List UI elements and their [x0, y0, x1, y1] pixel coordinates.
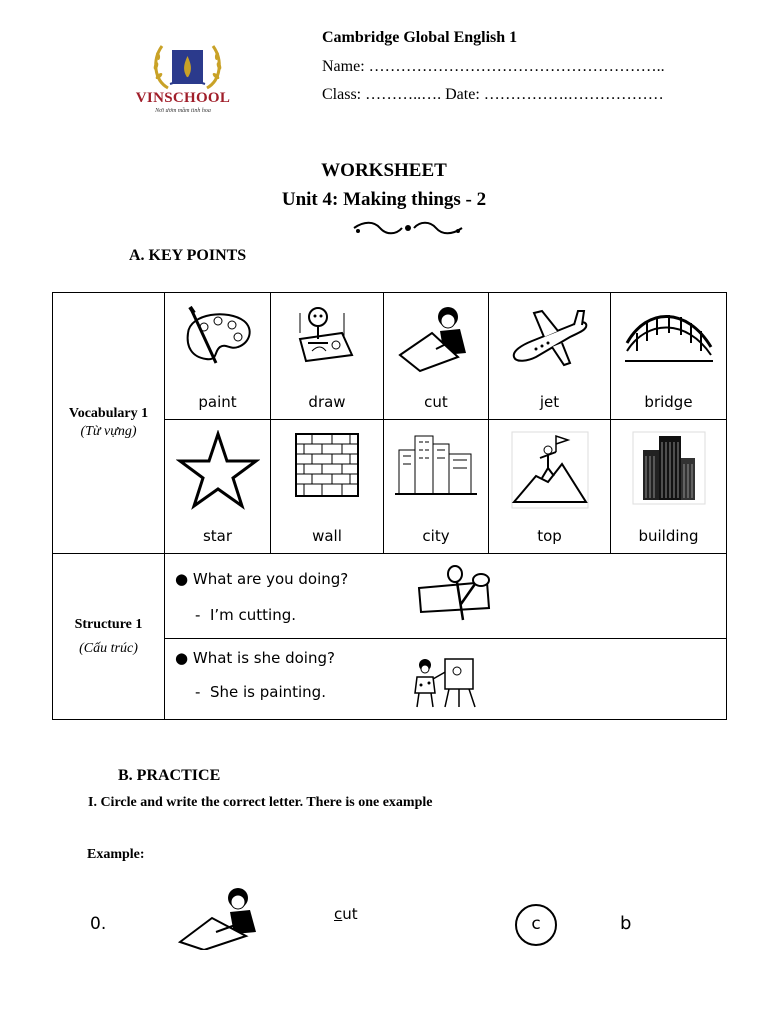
key-points-table [52, 292, 727, 720]
vocab-word: star [202, 527, 233, 545]
city-icon [395, 430, 477, 502]
unit-title: Unit 4: Making things - 2 [281, 189, 487, 210]
worksheet-title: WORKSHEET [321, 160, 447, 181]
vocab-label: Vocabulary 1 [68, 406, 149, 421]
logo-name: VINSCHOOL [135, 90, 231, 106]
section-b-heading: B. PRACTICE [118, 767, 221, 784]
mountain-top-icon [510, 430, 590, 510]
vocab-label-vi: (Từ vựng) [80, 424, 137, 439]
cutting-child-icon [176, 884, 258, 950]
structure-answer: - She is painting. [195, 683, 326, 701]
painter-icon [409, 655, 479, 709]
brick-wall-icon [294, 430, 360, 500]
logo-tagline: Nơi ươm mầm tinh hoa [155, 108, 211, 114]
star-icon [176, 430, 260, 510]
exercise-instruction: I. Circle and write the correct letter. There is one example [88, 795, 433, 810]
option-other: b [620, 913, 632, 934]
vocab-label-cell [53, 293, 165, 554]
vocab-item [271, 420, 383, 553]
ornament-divider [350, 221, 466, 235]
example-word-rest: ut [342, 905, 358, 923]
example-number: 0. [90, 914, 107, 934]
vocab-word: jet [539, 393, 560, 411]
example-word [334, 905, 358, 923]
vocab-word: building [638, 527, 699, 545]
vocab-item [165, 420, 270, 553]
cutting-child-icon [396, 303, 476, 373]
example-word-blank: c [334, 905, 343, 923]
vocab-word: wall [312, 527, 342, 545]
structure-label-cell [53, 554, 165, 720]
class-date-line: Class: ………..…. Date: …………….……………… [322, 86, 664, 103]
palette-icon [178, 303, 258, 373]
structure-answer: - I’m cutting. [195, 606, 297, 624]
drawing-child-icon [292, 303, 362, 373]
structure-item [165, 554, 727, 639]
vocab-word: cut [424, 393, 448, 411]
vocab-item [384, 420, 488, 553]
structure-question: ● What are you doing? [175, 570, 349, 588]
name-line: Name: ……………………………………………….. [322, 58, 665, 75]
vocab-item [611, 420, 726, 553]
vocab-item [489, 293, 610, 419]
option-circled: c [531, 914, 541, 934]
jet-plane-icon [508, 303, 592, 373]
vocab-item [165, 293, 270, 419]
structure-label: Structure 1 [74, 616, 143, 632]
vocab-item [271, 293, 383, 419]
structure-label-vi: (Cấu trúc) [79, 640, 138, 656]
vocab-item [489, 420, 610, 553]
vocab-item [611, 293, 726, 419]
vocab-word: top [537, 527, 562, 545]
building-icon [631, 430, 707, 506]
scissors-icon [417, 564, 493, 626]
vocab-item [384, 293, 488, 419]
structure-question: ● What is she doing? [175, 649, 335, 667]
course-title: Cambridge Global English 1 [322, 29, 518, 46]
example-label: Example: [87, 847, 145, 862]
vocab-word: paint [198, 393, 237, 411]
structure-item [165, 639, 727, 720]
vocab-word: bridge [644, 393, 693, 411]
section-a-heading: A. KEY POINTS [129, 247, 247, 264]
bridge-icon [623, 303, 715, 373]
vocab-word: draw [308, 393, 346, 411]
vocab-word: city [422, 527, 450, 545]
